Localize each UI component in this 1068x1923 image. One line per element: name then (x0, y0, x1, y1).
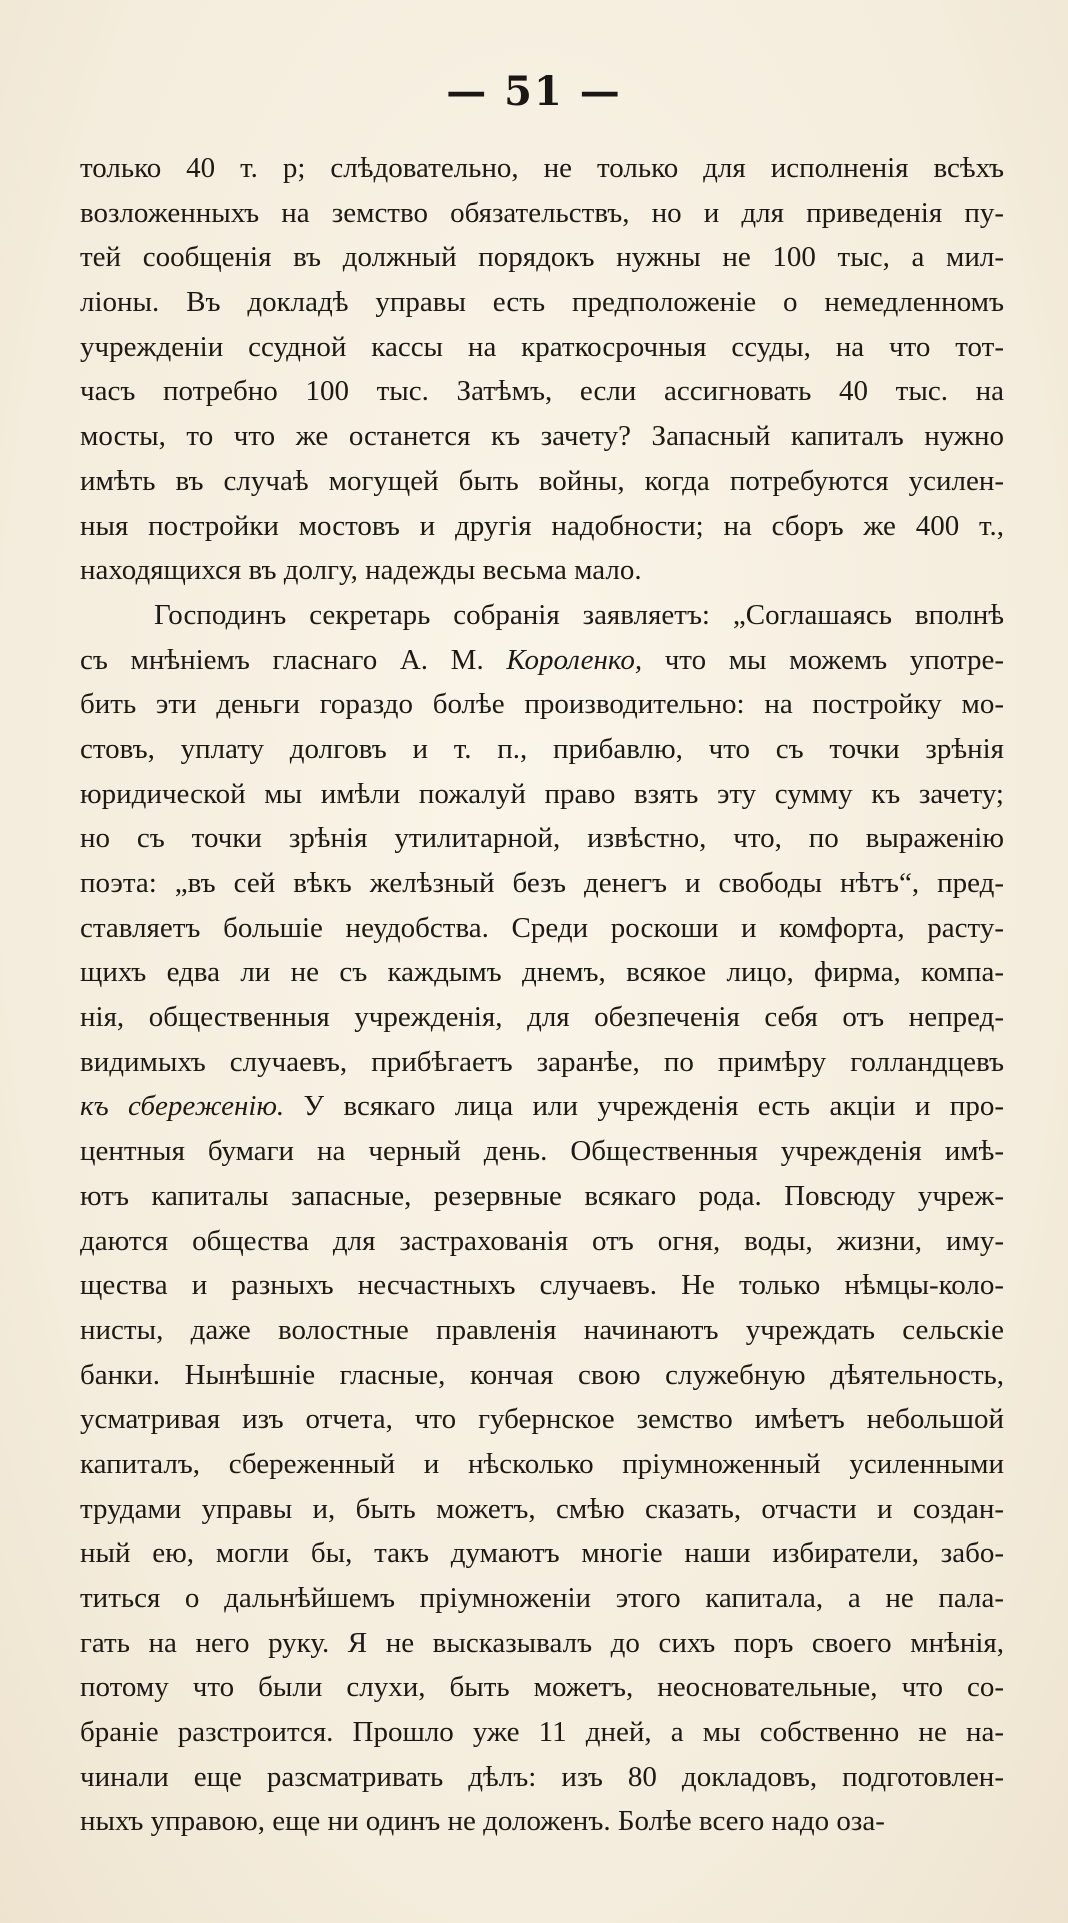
text-line: ставляетъ большіе неудобства. Среди роскоши и комфорта, расту- (80, 911, 1004, 944)
text-line: имѣть въ случаѣ могущей быть войны, когда потребуются усилен- (80, 464, 1004, 497)
text-line: возложенныхъ на земство обязательствъ, но и для приведенія пу- (80, 196, 1004, 229)
text-line: трудами управы и, быть можетъ, смѣю сказать, отчасти и создан- (80, 1492, 1004, 1525)
text-line: стовъ, уплату долговъ и т. п., прибавлю, что съ точки зрѣнія (80, 732, 1004, 765)
text-line: потому что были слухи, быть можетъ, неосновательные, что со- (80, 1671, 1004, 1704)
text-line: капиталъ, сбереженный и нѣсколько пріумноженный усиленными (80, 1447, 1004, 1480)
text-line: часъ потребно 100 тыс. Затѣмъ, если ассигновать 40 тыс. на (80, 375, 1004, 408)
page-number: — 51 — (446, 68, 622, 115)
text-line: тей сообщенія въ должный порядокъ нужны не 100 тыс, а мил- (80, 241, 1004, 274)
text-line: поэта: „въ сей вѣкъ желѣзный безъ денегъ и свободы нѣтъ“, пред- (80, 867, 1004, 899)
text-line: нисты, даже волостные правленія начинаютъ учреждать сельскіе (80, 1313, 1004, 1346)
text-line: центныя бумаги на черный день. Общественныя учрежденія имѣ- (80, 1135, 1004, 1168)
text-line: банки. Нынѣшніе гласные, кончая свою служебную дѣятельность, (80, 1358, 1004, 1391)
text-line: находящихся въ долгу, надежды весьма мало. (80, 554, 642, 587)
text-line: только 40 т. р; слѣдовательно, не только для исполненія всѣхъ (80, 152, 1004, 184)
text-line: видимыхъ случаевъ, прибѣгаетъ заранѣе, по примѣру голландцевъ (80, 1045, 1004, 1078)
text-line: гать на него руку. Я не высказывалъ до сихъ поръ своего мнѣнія, (80, 1626, 1004, 1659)
text-line: мосты, то что же останется къ зачету? Запасный капиталъ нужно (80, 420, 1004, 453)
text-line: чинали еще разсматривать дѣлъ: изъ 80 докладовъ, подготовлен- (80, 1760, 1004, 1793)
text-line: съ мнѣніемъ гласнаго А. М. Короленко, что мы можемъ употре- (80, 643, 1004, 676)
text-line: ный ею, могли бы, такъ думаютъ многіе наши избиратели, забо- (80, 1537, 1004, 1570)
text-line: даются общества для застрахованія отъ огня, воды, жизни, иму- (80, 1224, 1004, 1257)
text-line: ныхъ управою, еще ни одинъ не доложенъ. Болѣе всего надо оза- (80, 1805, 885, 1838)
text-line: Господинъ секретарь собранія заявляетъ: „Соглашаясь вполнѣ (154, 598, 1004, 631)
body-text (80, 146, 1004, 1844)
text-line: титься о дальнѣйшемъ пріумноженіи этого капитала, а не пала- (80, 1582, 1004, 1614)
text-line: ютъ капиталы запасные, резервные всякаго рода. Повсюду учреж- (80, 1179, 1004, 1212)
italic-phrase: къ сбереженію. (80, 1090, 285, 1123)
text-line: учрежденіи ссудной кассы на краткосрочныя ссуды, на что тот- (80, 330, 1004, 363)
text-line: нія, общественныя учрежденія, для обезпеченія себя отъ непред- (80, 1001, 1004, 1034)
italic-phrase: Короленко, (506, 643, 643, 676)
text-line: къ сбереженію. У всякаго лица или учрежденія есть акціи и про- (80, 1090, 1004, 1123)
text-line: юридической мы имѣли пожалуй право взять эту сумму къ зачету; (80, 777, 1004, 810)
text-line: но съ точки зрѣнія утилитарной, извѣстно, что, по выраженію (80, 822, 1004, 855)
text-line: щества и разныхъ несчастныхъ случаевъ. Не только нѣмцы-коло- (80, 1269, 1004, 1302)
text-line: ныя постройки мостовъ и другія надобности; на сборъ же 400 т., (80, 509, 1004, 542)
text-line: бить эти деньги гораздо болѣе производительно: на постройку мо- (80, 688, 1004, 721)
text-line: щихъ едва ли не съ каждымъ днемъ, всякое лицо, фирма, компа- (80, 956, 1004, 989)
text-line: усматривая изъ отчета, что губернское земство имѣетъ небольшой (80, 1403, 1004, 1436)
text-line: браніе разстроится. Прошло уже 11 дней, а мы собственно не на- (80, 1716, 1004, 1749)
text-line: ліоны. Въ докладѣ управы есть предположеніе о немедленномъ (80, 286, 1004, 319)
